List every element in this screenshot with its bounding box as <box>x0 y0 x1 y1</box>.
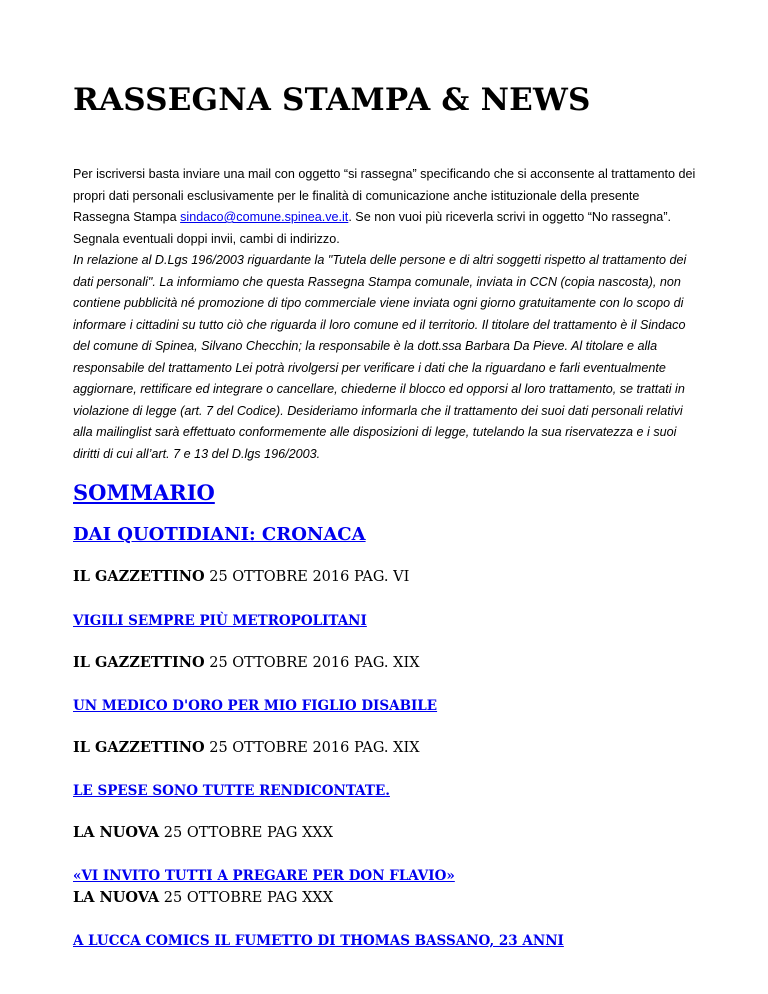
entry-source-line <box>73 739 420 756</box>
entry-headline-link[interactable]: «VI INVITO TUTTI A PREGARE PER DON FLAVIO» <box>73 868 455 884</box>
sommario-heading[interactable]: SOMMARIO <box>73 480 215 505</box>
entry-source: LA NUOVA <box>73 889 160 906</box>
entry-date: 25 OTTOBRE 2016 PAG. XIX <box>209 740 420 756</box>
entry-source: LA NUOVA <box>73 824 160 841</box>
entry-headline-link[interactable]: UN MEDICO D'ORO PER MIO FIGLIO DISABILE <box>73 698 438 714</box>
entry-source-line <box>73 824 333 841</box>
entry-date: 25 OTTOBRE 2016 PAG. XIX <box>209 655 420 671</box>
privacy-notice: In relazione al D.Lgs 196/2003 riguardante la "Tutela delle persone e di altri soggetti rispetto al trattamento dei dati personali". La informiamo che questa Rassegna Stampa comunale, inviata in CCN (copia nascosta), non contiene pubblicità né promozione di tipo commerciale viene inviata ogni giorno gratuitamente con lo scopo di informare i cittadini su tutto ciò che riguarda il loro comune ed il territorio. Il titolare del trattamento è il Sindaco del comune di Spinea, Silvano Checchin; la responsabile è la dott.ssa Barbara Da Pieve. Al titolare e alla responsabile del trattamento Lei potrà rivolgersi per verificare i dati che la riguardano e farli eventualmente aggiornare, rettificare ed integrare o cancellare, chiederne il blocco ed opporsi al loro trattamento, se trattati in violazione di legge (art. 7 del Codice). Desideriamo informarla che il trattamento dei suoi dati personali relativi alla mailinglist sarà effettuato conformemente alle disposizioni di legge, tutelando la sua riservatezza e i suoi diritti di cui all’art. 7 e 13 del D.lgs 196/2003. <box>73 253 687 461</box>
entry-headline-link[interactable]: LE SPESE SONO TUTTE RENDICONTATE. <box>73 783 390 799</box>
entry-source-line <box>73 889 333 906</box>
email-link[interactable]: sindaco@comune.spinea.ve.it <box>180 210 349 224</box>
subscription-paragraph <box>73 164 697 250</box>
entry-date: 25 OTTOBRE PAG XXX <box>163 890 334 906</box>
entry-source-line <box>73 654 420 671</box>
entry-source: IL GAZZETTINO <box>73 739 205 756</box>
section-heading-cronaca[interactable]: DAI QUOTIDIANI: CRONACA <box>73 524 366 545</box>
document-title: RASSEGNA STAMPA & NEWS <box>73 82 591 118</box>
intro-text-before: Per iscriversi basta inviare una mail con oggetto “si rassegna” specificando che si acconsente al trattamento dei propri dati personali esclusivamente per le finalità di comunicazione anche istituzionale della presente Rassegna Stampa <box>73 167 696 224</box>
intro-text-after: . Se non vuoi più riceverla scrivi in oggetto “No rassegna”. Segnala eventuali doppi invii, cambi di indirizzo. <box>73 210 672 246</box>
entry-date: 25 OTTOBRE PAG XXX <box>163 825 334 841</box>
entry-headline-link[interactable]: VIGILI SEMPRE PIÙ METROPOLITANI <box>73 613 367 629</box>
entry-source: IL GAZZETTINO <box>73 568 205 585</box>
entry-headline-link[interactable]: A LUCCA COMICS IL FUMETTO DI THOMAS BASSANO, 23 ANNI <box>73 933 564 949</box>
entry-source: IL GAZZETTINO <box>73 654 205 671</box>
entry-source-line <box>73 568 409 585</box>
entry-date: 25 OTTOBRE 2016 PAG. VI <box>209 569 410 585</box>
